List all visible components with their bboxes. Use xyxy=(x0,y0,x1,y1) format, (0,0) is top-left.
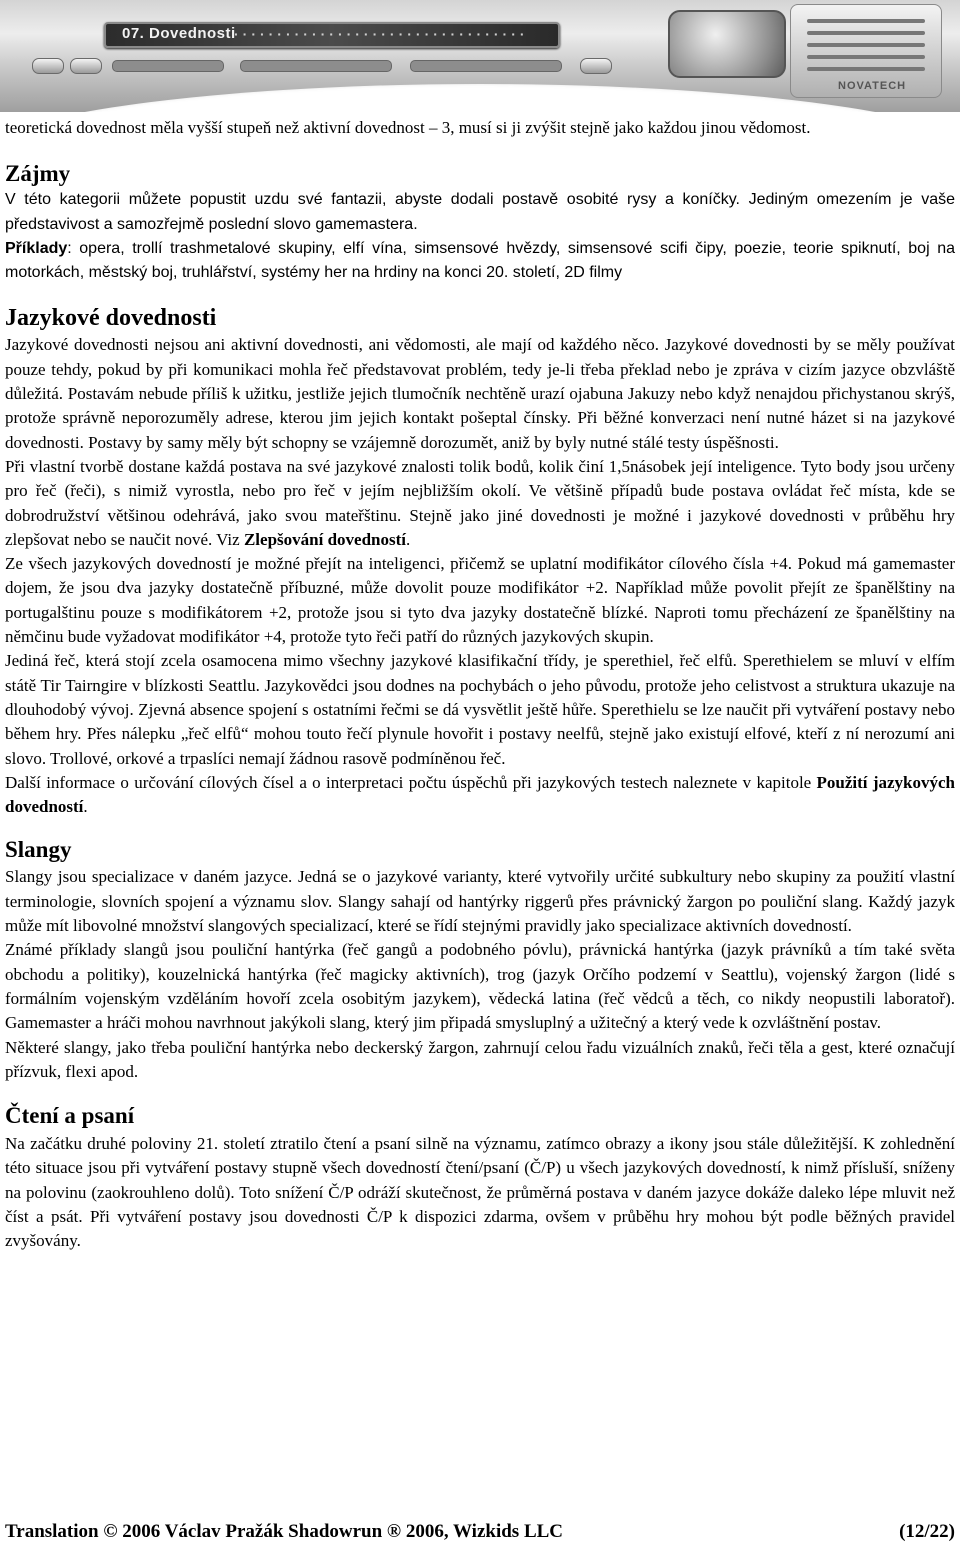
page-number: (12/22) xyxy=(899,1521,955,1542)
back-button-icon xyxy=(70,58,102,74)
slider-slot-left xyxy=(112,60,224,72)
heading-slangy: Slangy xyxy=(5,837,72,863)
rewind-button-icon xyxy=(32,58,64,74)
link-zlepsovani-dovednosti: Zlepšování dovedností xyxy=(243,529,406,549)
jazykove-paragraph-1: Jazykové dovednosti nejsou ani aktivní dovednosti, ani vědomosti, ale mají od každého něco. Jazykové dovednosti by se měly používat pouze tehdy, pokud by při komunikaci mohla řeč představovat problém, tedy je-li třeba překlad nebo je zpráva v cizím jazyce obzvláště důležitá. Postavám nebude příliš k užitku, jestliže jejich tlumočník nechtěně urazí ojabuna Jakuzy nebo když nenajdou přichystanou skrýš, protože správně neporozuměly adrese, kterou jim jejich kontakt pošeptal čínsky. Při běžné konverzaci není nutné házet si na jazykové dovednosti. Postavy by samy měly být schopny se vzájemně dorozumět, aniž by byly nutné stálé testy úspěšnosti. xyxy=(5,335,955,452)
link-pouziti-jazykovych-dovednosti: Použití jazykových dovedností xyxy=(5,772,955,817)
page-footer xyxy=(5,1521,955,1545)
heading-zajmy: Zájmy xyxy=(5,161,71,187)
document-body xyxy=(5,116,955,1254)
chapter-title: 07. Dovednosti xyxy=(122,25,236,42)
jazykove-paragraph-2: Při vlastní tvorbě dostane každá postava na své jazykové znalosti tolik bodů, kolik činí 1,5násobek její inteligence. Tyto body jsou určeny pro řeč (řeči), s nimiž vyrostla, nebo pro řeč v jejím nejbližším okolí. Ve většině případů bude postava ovládat řeč místa, kde se dobrodružství většinou odehrává, jako svou mateřštinu. Stejně jako jiné dovednosti je možné i jazykové dovednosti v průběhu hry zlepšovat nebo se naučit nové. Viz Zlepšování dovedností. xyxy=(5,456,955,549)
footer-copyright: Translation © 2006 Václav Pražák Shadowrun ® 2006, Wizkids LLC xyxy=(5,1521,564,1542)
zajmy-paragraph: V této kategorii můžete popustit uzdu své fantazii, abyste dodali postavě osobité rysy a koníčky. Jediným omezením je vaše představivost a samozřejmě poslední slovo gamemastera. xyxy=(5,191,955,233)
slangy-paragraph-3: Některé slangy, jako třeba pouliční hantýrka nebo deckerský žargon, zahrnují celou řadu vizuálních znaků, řeči těla a gest, které označují přízvuk, flexi apod. xyxy=(5,1037,955,1081)
forward-button-icon xyxy=(580,58,612,74)
examples-text: : opera, trollí trashmetalové skupiny, elfí vína, simsensové hvězdy, simsensové scifi čipy, poezie, teorie spiknutí, boj na motorkách, městský boj, truhlářství, systémy her na hrdiny na konci 20. století, 2D filmy xyxy=(5,239,955,282)
slangy-paragraph-2: Známé příklady slangů jsou pouliční hantýrka (řeč gangů a podobného póvlu), právnická hantýrka (jazyk právníků a tím také světa obchodu a politiky), kouzelnická hantýrka (řeč magicky aktivních), trog (jazyk Orčího podzemí v Seattlu), vojenský žargon (lidé s formálním vojenským vzděláním hovoří zcela osobitým jazykem), vědecká latina (řeč vědců a těch, co nikdy neopustili laboratoř). Gamemaster a hráči mohou navrhnout jakýkoli slang, který jim připadá smysluplný a užitečný a který vede k ozvláštnění postav. xyxy=(5,940,955,1033)
slangy-paragraph-1: Slangy jsou specializace v daném jazyce. Jedná se o jazykové varianty, které vytvořily určité subkultury nebo skupiny za použití vlastní terminologie, slovních spojení a významu slov. Slangy sahají od hantýrky riggerů přes právnický žargon po pouliční slang. Každý jazyk může mít libovolné množství slangových specializací, které se řídí stejnými pravidly jako specializace aktivních dovedností. xyxy=(5,867,955,936)
intro-continuation: teoretická dovednost měla vyšší stupeň než aktivní dovednost – 3, musí si ji zvýšit stejně jako každou jinou vědomost. xyxy=(5,118,811,137)
header-banner xyxy=(0,0,960,112)
cteni-paragraph-1: Na začátku druhé poloviny 21. století ztratilo čtení a psaní silně na významu, zatímco obrazy a ikony jsou stále důležitější. K zohlednění této situace jsou při vytváření postavy stupně všech dovedností čtení/psaní (Č/P) u všech jazykových dovedností, k nimž přísluší, sníženy na polovinu (zaokrouhleno dolů). Toto snížení Č/P odráží skutečnost, že průměrná postava v daném jazyce dokáže daleko lépe mluvit než číst a psát. Při vytváření postavy jsou dovednosti Č/P k dispozici zdarma, ovšem v průběhu hry mohou být podle běžných pravidel zvyšovány. xyxy=(5,1134,955,1251)
dial-knob-icon xyxy=(668,10,786,78)
zajmy-examples xyxy=(5,237,955,286)
brand-logo: NOVATECH xyxy=(838,80,907,92)
slider-slot-middle xyxy=(240,60,392,72)
jazykove-paragraph-5: Další informace o určování cílových čísel a o interpretaci počtu úspěchů při jazykových testech naleznete v kapitole Použití jazykových dovedností. xyxy=(5,772,955,817)
jazykove-paragraph-3: Ze všech jazykových dovedností je možné přejít na inteligenci, přičemž se uplatní modifikátor cílového čísla +4. Pokud má gamemaster dojem, že jsou dva jazyky dostatečně příbuzné, může dovolit pouze modifikátor +2. Například může povolit přejít ze španělštiny na portugalštinu pouze s modifikátorem +2, protože jsou si tyto dva jazyky dostatečně blízké. Naproti tomu přecházení ze španělštiny na němčinu bude vyžadovat modifikátor +4, protože tyto řeči patří do různých jazykových skupin. xyxy=(5,554,955,647)
examples-label: Příklady xyxy=(5,239,68,257)
slider-slot-right xyxy=(410,60,562,72)
heading-jazykove-dovednosti: Jazykové dovednosti xyxy=(5,305,217,332)
jazykove-paragraph-4: Jediná řeč, která stojí zcela osamocena mimo všechny jazykové klasifikační třídy, je sperethiel, řeč elfů. Sperethielem se mluví v elfím státě Tir Tairngire v blízkosti Seattlu. Jazykovědci jsou dodnes na pochybách o jeho původu, protože jeho celistvost a struktura ukazuje na dlouhodobý vývoj. Zjevná absence spojení s ostatními řečmi se dá vysvětlit ještě hůře. Sperethielu se lze naučit při vytváření postavy nebo během hry. Přes nálepku „řeč elfů“ mohou touto řečí plynule hovořit i postavy neelfů, stejně jako existují elfové, kteří z ní nerozumí ani slovo. Trollové, orkové a trpaslíci nemají žádnou rasově podmíněnou řeč. xyxy=(5,651,955,768)
heading-cteni-a-psani: Čtení a psaní xyxy=(5,1103,135,1129)
title-dots-decoration: ·································· xyxy=(234,26,529,42)
chapter-title-bar xyxy=(104,22,560,48)
